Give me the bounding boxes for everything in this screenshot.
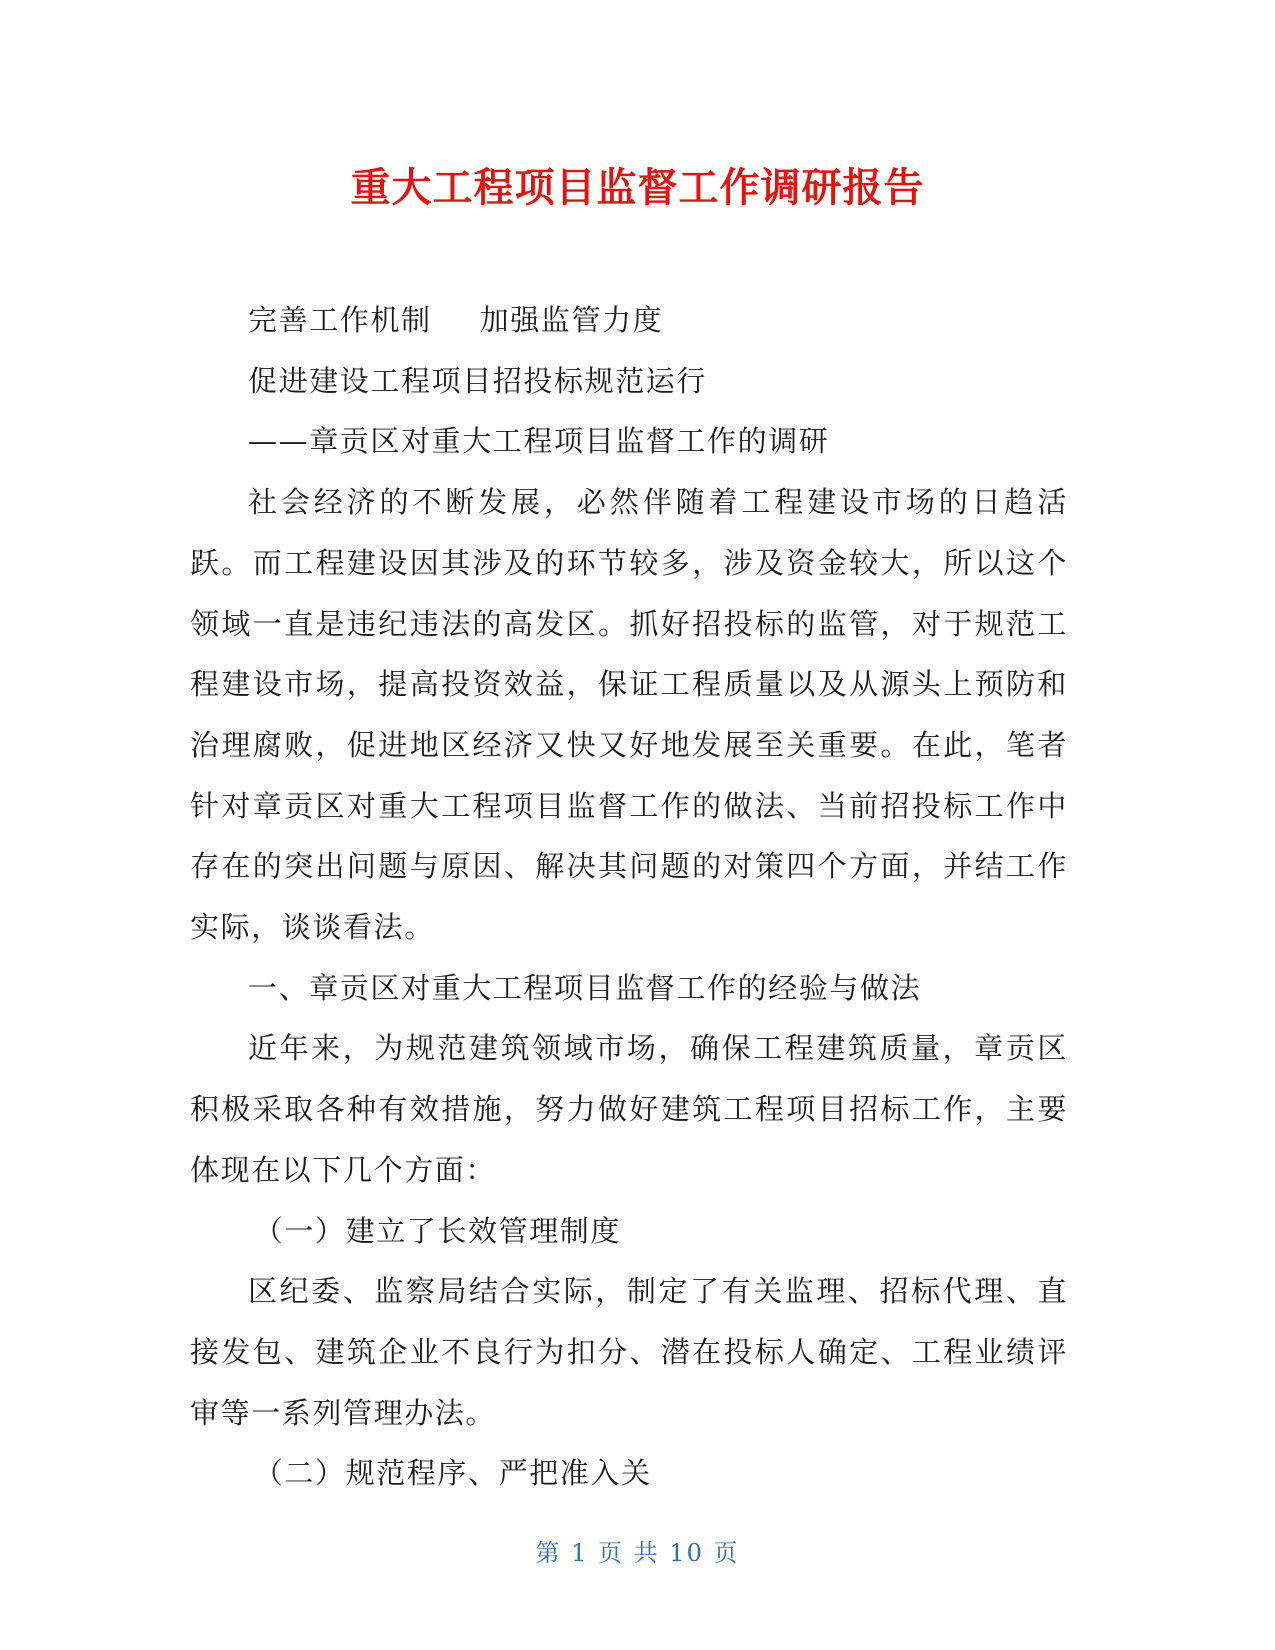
subtitle-line-1	[190, 290, 1068, 351]
paragraph-intro: 社会经济的不断发展，必然伴随着工程建设市场的日趋活跃。而工程建设因其涉及的环节较多，涉及资金较大，所以这个领域一直是违纪违法的高发区。抓好招投标的监管，对于规范工程建设市场，提高投资效益，保证工程质量以及从源头上预防和治理腐败，促进地区经济又快又好地发展至关重要。在此，笔者针对章贡区对重大工程项目监督工作的做法、当前招投标工作中存在的突出问题与原因、解决其问题的对策四个方面，并结工作实际，谈谈看法。	[190, 485, 1068, 945]
subtitle-line-3: ——章贡区对重大工程项目监督工作的调研	[248, 424, 830, 459]
document-title: 重大工程项目监督工作调研报告	[350, 165, 925, 211]
paragraph-subsection-1: 区纪委、监察局结合实际，制定了有关监理、招标代理、直接发包、建筑企业不良行为扣分、潜在投标人确定、工程业绩评审等一系列管理办法。	[190, 1274, 1068, 1430]
subtitle-line-2: 促进建设工程项目招投标规范运行	[248, 363, 708, 398]
paragraph-section-1: 近年来，为规范建筑领域市场，确保工程建筑质量，章贡区积极采取各种有效措施，努力做好建筑工程项目招标工作，主要体现在以下几个方面：	[190, 1031, 1068, 1187]
section-heading-1: 一、章贡区对重大工程项目监督工作的经验与做法	[248, 970, 922, 1005]
subtitle-phrase-2: 加强监管力度	[479, 303, 664, 337]
subsection-heading-1: （一）建立了长效管理制度	[253, 1213, 621, 1248]
subsection-heading-2: （二）规范程序、严把准入关	[253, 1456, 652, 1491]
page-number: 第 1 页 共 10 页	[535, 1539, 740, 1567]
document-body	[190, 290, 1068, 1504]
subtitle-phrase-1: 完善工作机制	[248, 303, 432, 337]
